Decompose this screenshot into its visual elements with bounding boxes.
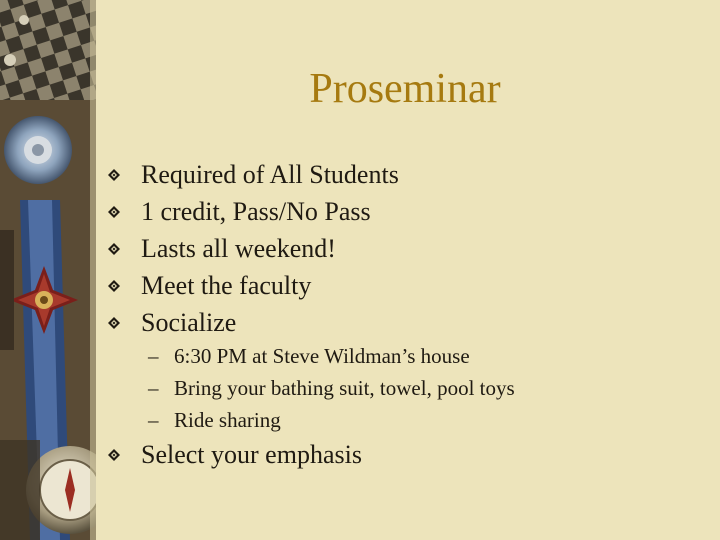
sub-bullet-item (148, 405, 281, 435)
bullet-text: Lasts all weekend! (141, 234, 336, 263)
sub-bullet-text: Ride sharing (174, 407, 281, 432)
slide-title: Proseminar (309, 66, 501, 112)
dash-marker: – (148, 375, 159, 400)
bullet-item (106, 438, 362, 472)
bullet-item (106, 306, 236, 340)
bullet-text: Meet the faculty (141, 271, 312, 300)
diamond-bullet-icon (106, 306, 136, 340)
bullet-item (106, 195, 371, 229)
sub-bullet-text: Bring your bathing suit, towel, pool toys (174, 375, 515, 400)
diamond-bullet-icon (106, 232, 136, 266)
sub-bullet-item (148, 341, 470, 371)
diamond-bullet-icon (106, 195, 136, 229)
bullet-text: Required of All Students (141, 160, 399, 189)
bullet-text: Select your emphasis (141, 440, 362, 469)
bullet-item (106, 269, 311, 303)
bullet-item (106, 158, 399, 192)
bullet-text: Socialize (141, 308, 237, 337)
bullet-text: 1 credit, Pass/No Pass (141, 197, 371, 226)
sub-bullet-item (148, 373, 515, 403)
bullet-item (106, 232, 336, 266)
sub-bullet-text: 6:30 PM at Steve Wildman’s house (174, 343, 470, 368)
diamond-bullet-icon (106, 438, 136, 472)
dash-marker: – (148, 407, 159, 432)
diamond-bullet-icon (106, 158, 136, 192)
diamond-bullet-icon (106, 269, 136, 303)
dash-marker: – (148, 343, 159, 368)
